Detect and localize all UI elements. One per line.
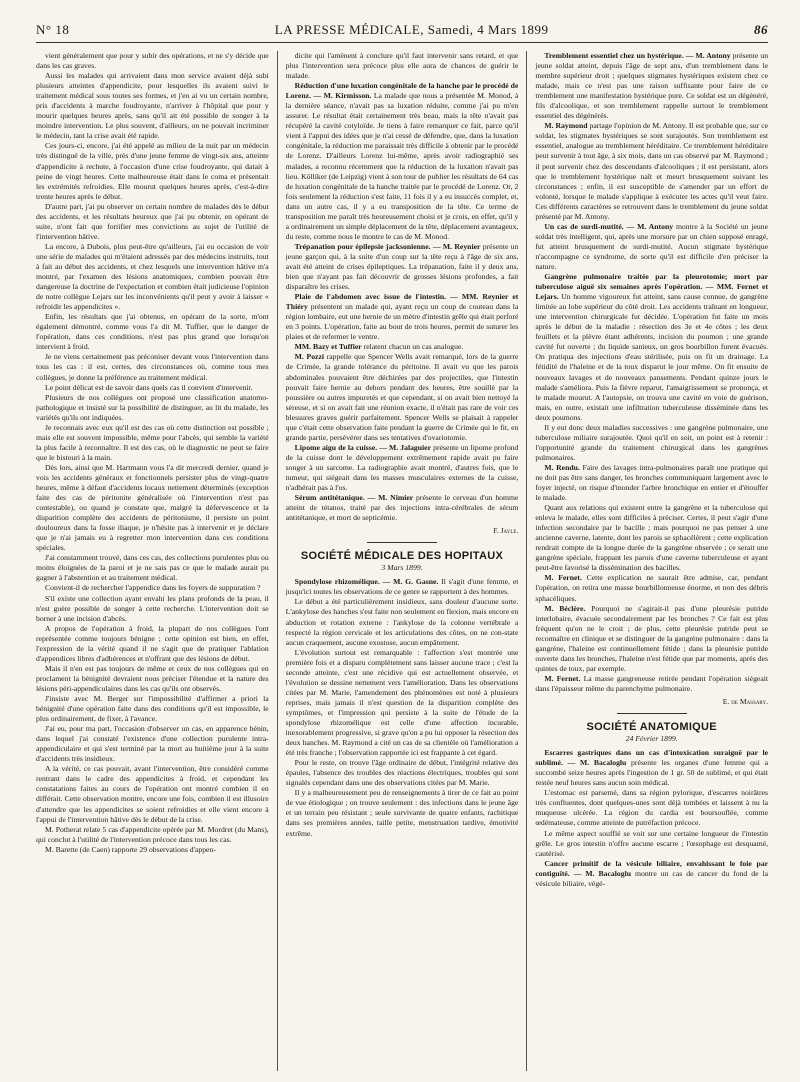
article-text: Pourquoi ne s'agirait-il pas d'une pleurésie putride interlobaire, évacuée secondairement par les bronches ? Ce fait est plus fréquent qu'on ne le croit ; de plus, cette pleurésie putride peut se reconnaître en clinique et se distinguer de la gangrène pulmonaire : dans la gangrène, l'haleine est continuellement fétide ; dans la pleurésie putride ouverte dans les bronches, l'haleine n'est fétide que par moments, après des quintes de toux, par exemple.	[535, 603, 768, 673]
paragraph: L'estomac est parsemé, dans sa région pylorique, d'escarres noirâtres très confluentes, dont quelques-unes sont déjà tombées et laissent à nu la muqueuse ulcérée. La région du cardia est boursouflée, comme œdémateuse, comme atteinte de putréfaction précoce.	[535, 788, 768, 828]
article-entry	[535, 463, 768, 503]
article-title: Sérum antitétanique.	[294, 493, 365, 503]
article-author: — M. Reynier	[432, 241, 481, 251]
article-author: — MM. Fernet et Lejars.	[535, 282, 768, 302]
article-text: présente les organes d'une femme qui a succombé seize heures après l'ingestion de 1 gr. 50 de sublimé, et qui était restée neuf heures sans aucun soin médical.	[535, 758, 768, 788]
paragraph: Dès lors, ainsi que M. Hartmann vous l'a dit mercredi dernier, quand je vois les accidents généraux et fonctionnels persister plus de vingt-quatre heures, même à défaut d'accidents locaux nettement déterminés (exception faite des cas de péritonite généralisée où l'intervention n'est pas contestable), ou quand je constate que, malgré la défervescence et la disparition complète des accidents de péritonisme, il persiste un point douloureux dans la fosse iliaque, je n'hésite pas à intervenir et je déclare que je n'ai jamais eu à regretter mon intervention dans ces conditions spéciales.	[36, 462, 269, 553]
article-text: Un homme vigoureux fut atteint, sans cause connue, de gangrène limitée au lobe supérieur du côté droit. Les accidents traînant en longueur, une intervention chirurgicale fut décidée. L'opération fut faite un mois après le début de la maladie : résection des 3e et 4e côtes ; les deux feuillets et la plèvre étant adhérents, incision du poumon ; une grande cavité fut ouverte ; du liquide sanieux, un gros bourbillon furent évacués. On pratiqua des injections d'eau stérilisée, puis on fit un drainage. La fétidité de l'haleine et de la toux disparut le jour même. On fit ensuite de nouveaux lavages et de nouveaux pansements. Pendant quinze jours le malade s'améliora. Puis la fièvre reparut, l'amaigrissement se prononça, et le malade mourut. A l'autopsie, on trouva une cavité en voie de guérison, mais, en outre, existait une infiltration tuberculeuse disséminée dans les deux poumons.	[535, 292, 768, 422]
article-text: présente le cerveau d'un homme atteint de tétanos, traité par des injections intra-cérébrales de sérum antitétanique, et mort de septicémie.	[285, 493, 519, 523]
article-entry	[286, 352, 519, 442]
article-entry	[286, 443, 519, 493]
article-author: — MM. Reynier et Thiéry	[285, 292, 519, 312]
article-author: — M. Bacaloglu	[573, 868, 632, 878]
paragraph: Quant aux relations qui existent entre la gangrène et la tuberculose qui enleva le malade, elles sont difficiles à préciser. Certes, il peut s'agir d'une infection secondaire par le bacille ; mais pourquoi ne pas penser à une ancienne caverne, latente, dont les parois se sphacélèrent ; cette explication rendrait compte de la longue durée de la gangrène observée ; ce serait une gangrène spéciale, frappant les parois d'une caverne tuberculeuse et ayant peut-être favorisé la dissémination des bacilles.	[535, 503, 768, 573]
masthead-title: LA PRESSE MÉDICALE, Samedi, 4 Mars 1899	[274, 22, 549, 37]
section-heading: SOCIÉTÉ ANATOMIQUE	[586, 721, 717, 734]
column-divider	[526, 51, 527, 1071]
article-title: Un cas de surdi-mutité.	[544, 221, 624, 231]
column-divider	[277, 51, 278, 1071]
article-author: M. Béclère.	[544, 603, 586, 613]
paragraph: dicite qui l'amènent à conclure qu'il faut intervenir sans retard, et que plus l'intervention sera précoce plus elle aura de chances de guérir le malade.	[285, 51, 519, 81]
paragraph: M. Barette (de Caen) rapporte 29 observations d'appen-	[45, 844, 216, 854]
paragraph: La encore, à Dubois, plus peut-être qu'ailleurs, j'ai eu occasion de voir une série de malades qui m'étaient adressés par des médecins instruits, tout à fait au début des accidents, et chez lesquels une intervention hâtive m'a montré, par l'examen des lésions anatomiques, combien pouvait être dangereuse la doctrine de l'expectation et combien était judicieuse l'opinion de notre collègue Lejars sur les inconvénients qu'il peut y avoir à laisser « refroidir les appendicites ».	[36, 241, 269, 312]
article-entry	[535, 51, 768, 121]
article-title: Lipome aigu de la cuisse.	[294, 442, 378, 452]
article-text: montre à la Société un jeune soldat très intelligent, qui, après une morsure par un chien supposé enragé, fut atteint brusquement de surdi-mutité. Aucun stigmate hystérique n'accompagne ce syndrome, de sorte qu'il est difficile d'en préciser la nature.	[535, 221, 768, 271]
article-text: présente un jeune garçon qui, à la suite d'un coup sur la tête reçu à l'âge de six ans, avait été atteint de crises épileptiques. La trépanation, faite il y deux ans, bien que n'ayant pas fait découvrir de grosses lésions profondes, a fait disparaître les crises.	[285, 241, 519, 292]
article-author: — M. Nimier	[367, 493, 414, 503]
article-entry	[286, 577, 519, 597]
paragraph: Mais il n'en est pas toujours de même et ceux de nos collègues qui en proclament la bénignité devraient nous préciser l'étendue et la nature des lésions péri-appendiculaires dans les cas qu'ils ont observés.	[36, 663, 269, 693]
paragraph: Plusieurs de nos collègues ont proposé une classification anatomo-pathologique et insisté sur la possibilité de distinguer, au lit du malade, les variétés qu'ils ont indiquées.	[36, 392, 269, 422]
article-entry	[535, 573, 768, 603]
paragraph: vient généralement que pour y subir des opérations, et ne s'y décide que dans les cas graves.	[36, 51, 269, 71]
paragraph: Convient-il de rechercher l'appendice dans les foyers de suppuration ?	[45, 583, 261, 593]
article-title: Cancer primitif de la vésicule biliaire, envahissant le foie par contiguïté.	[535, 858, 768, 878]
article-entry	[286, 493, 519, 523]
page-number: 86	[753, 22, 768, 37]
article-author: M. Pozzi	[294, 352, 325, 362]
article-title: Gangrène pulmonaire traitée par la pleurotomie; mort par tuberculose aiguë six semaines après l'opération.	[535, 272, 768, 292]
article-author: M. Fernet.	[544, 573, 582, 583]
article-entry	[286, 342, 519, 352]
article-text: présente un lipome profond de la cuisse dont le développement extrêmement rapide avait pu faire songer à un sarcome. La radiographie avait montré, d'autres fois, que le tumeur, qui siégeait dans les masses musculaires externes de la cuisse, n'adhérait pas à l'os.	[285, 442, 519, 493]
paragraph: A propos de l'opération à froid, la plupart de nos collègues l'ont représentée comme toujours bénigne ; cette opinion est bien, en effet, l'expression de la vérité quand il ne s'agit que de pratiquer l'ablation d'appendices libres d'adhérences et n'offrant que des lésions de début.	[36, 623, 269, 663]
paragraph: D'autre part, j'ai pu observer un certain nombre de malades dès le début des accidents, et les résultats heureux que j'ai pu obtenir, en opérant de suite, n'ont fait que fortifier mes convictions au sujet de l'utilité de l'intervention hâtive.	[36, 201, 269, 241]
section-rule	[617, 713, 687, 714]
article-text: partage l'opinion de M. Antony. Il est probable que, sur ce soldat, les stigmates hystériques se sont surajoutés. Son tremblement est essentiel, analogue au tremblement héréditaire. Ce tremblement héréditaire peut survenir à tout âge, à six mois, dans un cas observé par M. Raymond ; il peut survenir chez des descendants d'alcooliques ; il est persistant, alors que le tremblement hystérique naît et meurt brusquement suivant les circonstances ; enfin, il est susceptible de s'amender par un effort de volonté, lorsque le malade s'applique à exécuter les actes qu'il veut faire. Ces différents caractères se retrouvent dans le tremblement du jeune soldat présenté par M. Antony.	[535, 121, 768, 221]
paragraph: M. Potherat relate 5 cas d'appendicite opérée par M. Mordret (du Mans), qui conclut à l'utilité de l'intervention précoce dans tous les cas.	[36, 824, 269, 844]
article-title: Trépanation pour épilepsie jacksonienne.	[294, 241, 431, 251]
article-text: Il s'agit d'une femme, et jusqu'ici toutes les observations de ce genre se rapportent à des hommes.	[285, 577, 519, 597]
article-author: — M. Jalaguier	[379, 442, 432, 452]
author-signature: E. de Massary.	[722, 697, 768, 706]
article-entry	[535, 859, 768, 889]
column-1	[36, 51, 269, 1071]
paragraph: J'ai eu, pour ma part, l'occasion d'observer un cas, en apparence bénin, dans lequel j'ai constaté l'existence d'une collection purulente intra-appendiculaire et qui s'est terminé par la mort au huitième jour à la suite d'accidents très insidieux.	[36, 724, 269, 764]
article-title: Tremblement essentiel chez un hystérique.	[544, 51, 684, 60]
article-entry	[286, 292, 519, 342]
article-author: — M. Bacaloglu	[567, 758, 627, 768]
article-author: — M. Antony	[626, 221, 674, 231]
article-title: Escarres gastriques dans un cas d'intoxication suraiguë par le sublimé.	[535, 748, 768, 768]
page-header	[36, 22, 768, 43]
paragraph: J'insiste avec M. Berger sur l'impossibilité d'affirmer a priori la bénignité d'une opération faite dans des conditions qu'il est impossible, le plus ordinairement, de fixer, à l'avance.	[36, 694, 269, 724]
article-entry	[535, 272, 768, 423]
article-entry	[286, 242, 519, 292]
column-2	[286, 51, 519, 1071]
article-author: — M. Kirmisson.	[313, 91, 372, 101]
section-date: 3 Mars 1899.	[381, 563, 423, 573]
paragraph: Je reconnais avec eux qu'il est des cas où cette distinction est possible ; mais elle est souvent impossible, même pour l'abcès, qui semble la variété la plus facile à reconnaître. Il est des cas, où le diagnostic ne peut se faire que le bistouri à la main.	[36, 422, 269, 462]
article-author: — M. Antony	[685, 51, 731, 60]
article-text: présentent un malade qui, ayant reçu un coup de couteau dans la région lombaire, eut une hernie de un mètre d'intestin grêle qui était perforé en 3 points. L'opération, faite au bout de trois heures, permit de suturer les plaies et de refermer le ventre.	[285, 302, 519, 342]
article-entry	[535, 674, 768, 694]
section-date: 24 Février 1899.	[625, 734, 678, 744]
article-title: Réduction d'une luxation congénitale de la hanche par le procédé de Lorenz.	[285, 81, 519, 101]
paragraph: J'ai constamment trouvé, dans ces cas, des collections purulentes plus ou moins éloignées de la paroi et je ne sais pas ce que le malade aurait pu gagner à l'abstention et au traitement médical.	[36, 553, 269, 583]
article-entry	[535, 222, 768, 272]
article-author: — M. G. Gasne.	[382, 577, 439, 587]
article-text: Faire des lavages intra-pulmonaires paraît une pratique qui ne doit pas être sans danger, les bronches communiquant largement avec le foyer injecté, on risque d'inonder l'arbre bronchique en entier et d'étouffer le malade.	[535, 462, 768, 503]
article-title: Spondylose rhizomélique.	[294, 577, 380, 587]
article-text: La masse gangreneuse retirée pendant l'opération siégeait dans l'épaisseur même du parenchyme pulmonaire.	[535, 673, 768, 693]
article-text: présente un jeune soldat atteint, depuis l'âge de sept ans, d'un tremblement dans le membre supérieur droit ; quelques stigmates hystériques existent chez ce malade, mais ce n'est pas une raison suffisante pour faire de ce tremblement une manifestation hystérique pure. Ce soldat est un dégénéré, fils d'alcoolique, et son tremblement rappelle surtout le tremblement essentiel des dégénérés.	[535, 51, 768, 121]
author-signature: F. Jayle.	[493, 526, 519, 536]
article-title: Plaie de l'abdomen avec issue de l'intestin.	[294, 292, 447, 302]
paragraph: Pour le reste, on trouve l'âge ordinaire de début, l'intégrité relative des épaules, l'absence des troubles des réactions électriques, troubles qui sont signalés cependant dans une des observations citées par M. Marie.	[285, 758, 519, 788]
article-text: montre un cas de cancer du fond de la vésicule biliaire, végé-	[535, 868, 768, 888]
paragraph: Ces jours-ci, encore, j'ai été appelé au milieu de la nuit par un médecin très distingué de la ville, près d'une jeune femme de vingt-six ans, atteinte d'appendicite à rechute, à l'occasion d'une crise foudroyante, qui datait à peine de vingt heures. Cette malheureuse était dans le coma et présentait les extrémités refroidies. Elle mourut quelques heures après, c'est-à-dire trente heures après le début.	[36, 141, 269, 201]
paragraph: Le même aspect soufflé se voit sur une certaine longueur de l'intestin grêle. Le gros intestin n'offre aucune escarre ; l'œsophage est desquamé, cautérisé.	[535, 828, 768, 858]
article-text: rappelle que Spencer Wells avait remarqué, lors de la guerre de Crimée, la grande tolérance du péritoine. Il avait vu que les parois abdominales pouvaient être déchirées par des projectiles, que l'intestin pouvait faire hernie au dehors pendant des heures, être souillé par la poussière ou autres impuretés et que cependant, si on avait bien nettoyé la séreuse, et si on avait fait une réunion exacte, il n'était pas rare de voir ces blessures graves guérir parfaitement. Spencer Wells se plaisait à rappeler que c'était cette observation faite pendant la guerre de Crimée qui le fit, en grande partie, persévérer dans ses tentatives d'ovariotomie.	[285, 352, 519, 442]
paragraph: Enfin, les résultats que j'ai obtenus, en opérant de la sorte, m'ont également démontré, comme vous l'a dit M. Tuffier, que le danger de l'opération, dans ces conditions, n'est pas plus grand que lorsqu'on intervient à froid.	[36, 312, 269, 352]
article-entry	[535, 748, 768, 788]
column-3	[535, 51, 768, 1071]
paragraph: Le début a été particulièrement insidieux, sans douleur d'aucune sorte. L'ankylose des hanches s'est faite non seulement en flexion, mais encore en abduction et rotation externe : l'ankylose de la colonne vertébrale a respecté la région cervicale et les articulations des côtes, on ne con-state aucun craquement, aucune exostose, aucun empâtement.	[285, 597, 519, 647]
paragraph: Je ne viens certainement pas préconiser devant vous l'intervention dans tous les cas : il est, certes, des circonstances où, comme tous mes collègues, je donne la préférence au traitement médical.	[36, 352, 269, 382]
paragraph: S'il existe une collection ayant envahi les plans profonds de la peau, il n'est guère possible de songer à cette recherche. L'intervention doit se borner à une incision d'abcès.	[36, 593, 269, 623]
article-text: La malade que nous a présentée M. Monod, à la dernière séance, n'avait pas sa luxation réduite, comme j'ai pu m'en assurer. Le résultat était certainement très beau, mais la tête n'avait pas récupéré la cavité cotyloïde. Je tiens à faire remarquer ce fait, parce qu'il vient à l'appui des idées que je n'ai cessé de défendre, que, dans la luxation congénitale, la réduction me paraissait très difficile à obtenir par le procédé de Lorenz. D'ailleurs Lorenz lui-même, après avoir radiographié ses malades, a reconnu récemment que la réduction de la luxation n'avait pas lieu. Kölliker (de Leipzig) vient à son tour de publier les résultats de 64 cas de luxation congénitale de la hanche traitée par le procédé de Lorenz. Or, 2 fois seulement la réduction s'est faite, 11 fois il y a eu insuccès complet, et, dans un autre cas, il y a eu transposition de la tête. Ce terme de transposition me paraît très heureusement choisi et je crois, en effet, qu'il y a ordinairement un simple déplacement de la tête, déplacement avantageux, du reste, comme nous le montre le cas de M. Monod.	[285, 91, 519, 241]
paragraph: Aussi les malades qui arrivaient dans mon service avaient déjà subi plusieurs atteintes d'appendicite, pour lesquelles ils avaient suivi le traitement médical sous toutes ses formes, et j'en ai vu un certain nombre, pris d'accidents à marche foudroyante, n'arriver à l'hôpital que pour y mourir quelques heures après, sans qu'il ait été possible de songer à la moindre intervention. Le plus souvent, d'ailleurs, on ne pouvait incriminer le médecin, tant la crise avait été rapide.	[36, 71, 269, 141]
paragraph: L'évolution surtout est remarquable : l'affection s'est montrée une première fois et a disparu complètement sans laisser aucune trace ; c'est la seconde atteinte, c'est une récidive qui est actuellement observée, et l'évolution se dessine nettement vers l'amélioration. Dans les observations citées par M. Marie, l'amendement des phénomènes est noté à plusieurs reprises, mais jamais il n'est question de la disparition complète des symptômes, et l'impression qui persiste à la suite de l'étude de la spondylose rhizomélique est celle d'une affection incurable, inexorablement progressive, si grave qu'on a pu lui opposer la résection des deux hanches. M. Raymond a cité un cas de sa clientèle où l'amélioration a été très franche ; l'observation rapportée ici est frappante à cet égard.	[285, 647, 519, 758]
article-text: Cette explication ne saurait être admise, car, pendant l'opération, on retira une masse bourbillonneuse énorme, et non des débris sphacéliques.	[535, 573, 768, 603]
article-entry	[535, 604, 768, 674]
article-author: M. Rendu.	[544, 462, 580, 472]
article-entry	[286, 81, 519, 242]
issue-number: N° 18	[36, 22, 70, 37]
newspaper-page	[36, 22, 768, 1074]
article-author: M. Fernet.	[544, 673, 581, 683]
paragraph: A la vérité, ce cas pouvait, avant l'intervention, être considéré comme rentrant dans le cadre des appendicites à froid, et cependant les constatations faites au cours de l'opération ont montré combien il en différait. Cette observation montre, encore une fois, combien il est illusoire d'attendre que les appendicites se soient refroidies et elle vient encore à l'appui de l'intervention hâtive dès le début de la crise.	[36, 764, 269, 824]
paragraph: Il y eut donc deux maladies successives : une gangrène pulmonaire, une tuberculose miliaire surajoutée. Quoi qu'il en soit, un point est à retenir : l'opportunité grande du traitement chirurgical dans les gangrènes pulmonaires.	[535, 422, 768, 462]
section-heading: SOCIÉTÉ MÉDICALE DES HOPITAUX	[300, 550, 504, 563]
section-rule	[367, 542, 437, 543]
article-author: MM. Bazy et Tuffier	[294, 342, 362, 352]
paragraph: Le point délicat est de savoir dans quels cas il convient d'intervenir.	[45, 382, 253, 392]
article-text: relatent chacun un cas analogue.	[363, 342, 464, 352]
paragraph: Il y a malheureusement peu de renseignements à tirer de ce fait au point de vue étiologique ; on trouve seulement : des infections dans le jeune âge et un terrain peu résistant ; seule survivante de quatre enfants, rachitique dans ses premières années, taille petite, menstruation tardive, émotivité extrême.	[285, 788, 519, 838]
article-author: M. Raymond	[544, 121, 588, 131]
article-entry	[535, 121, 768, 221]
